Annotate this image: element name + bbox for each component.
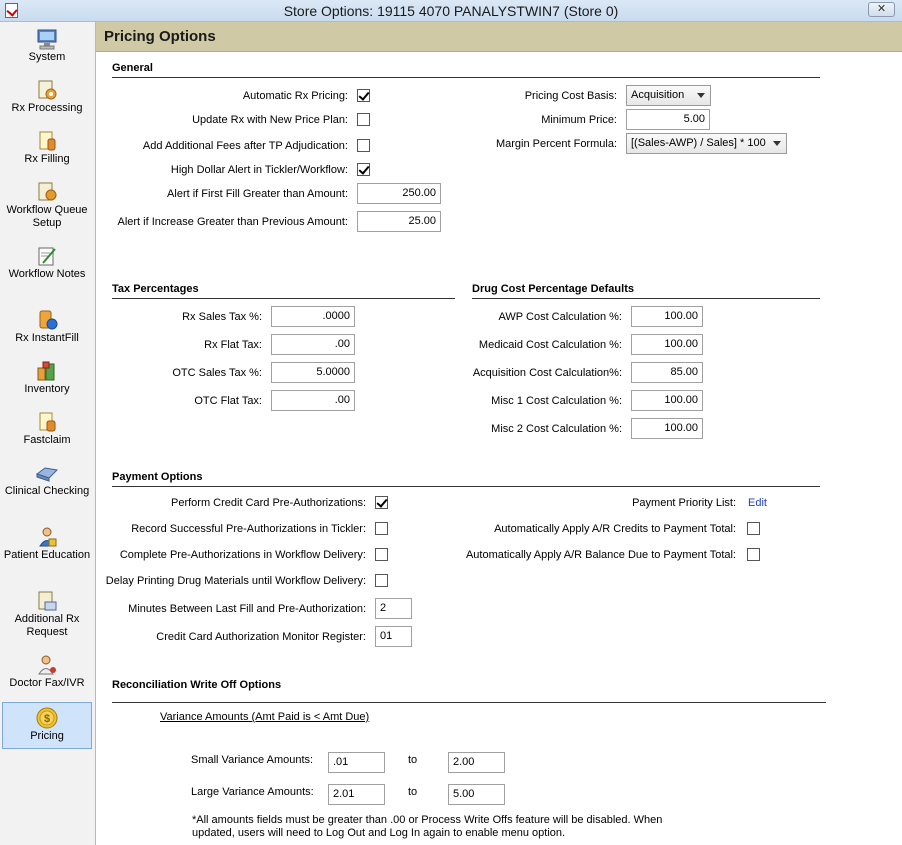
record-successful-checkbox[interactable] [375, 522, 388, 535]
large-variance-to-label: to [408, 786, 418, 798]
complete-preauth-label: Complete Pre-Authorizations in Workflow Delivery: [119, 549, 366, 561]
alert-first-fill-input[interactable]: 250.00 [357, 183, 441, 204]
close-button[interactable]: ✕ [868, 2, 895, 17]
sidebar-item-clinical-checking[interactable] [2, 462, 92, 519]
medicaid-cost-label: Medicaid Cost Calculation %: [478, 339, 622, 351]
sidebar-item-label: Workflow Notes [8, 268, 86, 280]
alert-increase-input[interactable]: 25.00 [357, 211, 441, 232]
high-dollar-alert-label: High Dollar Alert in Tickler/Workflow: [170, 164, 348, 176]
awp-cost-label: AWP Cost Calculation %: [498, 311, 622, 323]
doctor-fax-icon [35, 654, 59, 676]
sidebar-item-system[interactable] [2, 28, 92, 72]
margin-percent-formula-select[interactable] [626, 133, 787, 154]
automatic-rx-pricing-checkbox[interactable] [357, 89, 370, 102]
misc2-cost-label: Misc 2 Cost Calculation %: [491, 423, 622, 435]
sidebar-item-doctor-fax-ivr[interactable] [2, 654, 92, 698]
otc-flat-tax-label: OTC Flat Tax: [194, 395, 262, 407]
sidebar-item-label: Fastclaim [23, 434, 71, 446]
section-title-reconciliation: Reconciliation Write Off Options [112, 679, 282, 691]
small-variance-to-label: to [408, 754, 418, 766]
sidebar-item-label: Doctor Fax/IVR [9, 677, 85, 689]
otc-sales-tax-label: OTC Sales Tax %: [172, 367, 262, 379]
computer-icon [35, 28, 59, 50]
priority-list-edit-link[interactable]: Edit [748, 497, 767, 509]
svg-text:$: $ [43, 713, 51, 725]
small-variance-label: Small Variance Amounts: [191, 754, 314, 766]
priority-list-label: Payment Priority List: [632, 497, 736, 509]
section-divider [472, 298, 820, 299]
pricing-cost-basis-value: Acquisition [631, 89, 685, 101]
sidebar [0, 22, 96, 845]
minutes-between-label: Minutes Between Last Fill and Pre-Authorization: [128, 603, 366, 615]
record-successful-label: Record Successful Pre-Authorizations in Tickler: [131, 523, 366, 535]
rx-filling-icon [35, 130, 59, 152]
section-title-drug-cost: Drug Cost Percentage Defaults [472, 283, 634, 295]
page-header [96, 22, 902, 52]
sidebar-item-workflow-queue-setup[interactable] [2, 181, 92, 238]
high-dollar-alert-checkbox[interactable] [357, 163, 370, 176]
acquisition-cost-input[interactable]: 85.00 [631, 362, 703, 383]
update-rx-price-plan-checkbox[interactable] [357, 113, 370, 126]
sidebar-item-label: System [28, 51, 66, 63]
workflow-queue-icon [35, 181, 59, 203]
sidebar-item-workflow-notes[interactable] [2, 245, 92, 302]
chevron-down-icon [773, 141, 781, 146]
perform-cc-preauth-checkbox[interactable] [375, 496, 388, 509]
medicaid-cost-input[interactable]: 100.00 [631, 334, 703, 355]
awp-cost-input[interactable]: 100.00 [631, 306, 703, 327]
small-variance-from-input[interactable]: .01 [328, 752, 385, 773]
main-panel [96, 22, 902, 845]
rx-processing-icon [35, 79, 59, 101]
auto-apply-balance-checkbox[interactable] [747, 548, 760, 561]
cc-monitor-register-label: Credit Card Authorization Monitor Register: [156, 631, 366, 643]
sidebar-item-label: Inventory [24, 383, 70, 395]
large-variance-to-input[interactable]: 5.00 [448, 784, 505, 805]
fastclaim-icon [35, 411, 59, 433]
reconciliation-note-line2: updated, users will need to Log Out and Log In again to enable menu option. [192, 827, 566, 839]
auto-apply-credits-checkbox[interactable] [747, 522, 760, 535]
delay-printing-label: Delay Printing Drug Materials until Workflow Delivery: [105, 575, 366, 587]
rx-sales-tax-label: Rx Sales Tax %: [182, 311, 262, 323]
sidebar-item-label: Clinical Checking [4, 485, 90, 497]
sidebar-item-rx-processing[interactable] [2, 79, 92, 123]
section-title-payment: Payment Options [112, 471, 203, 483]
sidebar-item-rx-instantfill[interactable] [2, 309, 92, 353]
auto-apply-balance-label: Automatically Apply A/R Balance Due to Payment Total: [465, 549, 736, 561]
small-variance-to-input[interactable]: 2.00 [448, 752, 505, 773]
sidebar-item-label: Rx InstantFill [15, 332, 79, 344]
section-title-general: General [112, 62, 153, 74]
window-title: Store Options: 19115 4070 PANALYSTWIN7 (Store 0) [283, 3, 619, 19]
sidebar-item-label: Workflow Queue Setup [6, 204, 88, 229]
section-title-tax: Tax Percentages [112, 283, 199, 295]
section-divider [112, 702, 826, 703]
section-divider [112, 486, 820, 487]
misc1-cost-label: Misc 1 Cost Calculation %: [491, 395, 622, 407]
rx-flat-tax-label: Rx Flat Tax: [204, 339, 262, 351]
pricing-cost-basis-select[interactable] [626, 85, 711, 106]
sidebar-item-patient-education[interactable] [2, 526, 92, 583]
misc1-cost-input[interactable]: 100.00 [631, 390, 703, 411]
large-variance-label: Large Variance Amounts: [191, 786, 314, 798]
pricing-cost-basis-label: Pricing Cost Basis: [524, 90, 617, 102]
cc-monitor-register-input[interactable]: 01 [375, 626, 412, 647]
otc-sales-tax-input[interactable]: 5.0000 [271, 362, 355, 383]
workflow-notes-icon [35, 245, 59, 267]
sidebar-item-fastclaim[interactable] [2, 411, 92, 455]
auto-apply-credits-label: Automatically Apply A/R Credits to Payment Total: [494, 523, 736, 535]
perform-cc-preauth-label: Perform Credit Card Pre-Authorizations: [170, 497, 366, 509]
patient-education-icon [35, 526, 59, 548]
sidebar-item-label: Pricing [30, 730, 64, 742]
variance-amounts-subtitle: Variance Amounts (Amt Paid is < Amt Due) [160, 711, 370, 723]
rx-sales-tax-input[interactable]: .0000 [271, 306, 355, 327]
margin-percent-formula-value: [(Sales-AWP) / Sales] * 100 [631, 137, 766, 149]
sidebar-item-label: Rx Processing [11, 102, 83, 114]
clinical-checking-icon [35, 462, 59, 484]
chevron-down-icon [697, 93, 705, 98]
alert-first-fill-label: Alert if First Fill Greater than Amount: [167, 188, 348, 200]
reconciliation-note-line1: *All amounts fields must be greater than .00 or Process Write Offs feature will be disabled. When [192, 814, 663, 826]
inventory-icon [35, 360, 59, 382]
rx-flat-tax-input[interactable]: .00 [271, 334, 355, 355]
section-divider [112, 77, 820, 78]
otc-flat-tax-input[interactable]: .00 [271, 390, 355, 411]
sidebar-item-inventory[interactable] [2, 360, 92, 404]
sidebar-item-additional-rx-request[interactable] [2, 590, 92, 647]
automatic-rx-pricing-label: Automatic Rx Pricing: [242, 90, 348, 102]
section-divider [112, 298, 455, 299]
pricing-coin-icon [35, 707, 59, 729]
minutes-between-input[interactable]: 2 [375, 598, 412, 619]
sidebar-item-label: Rx Filling [24, 153, 70, 165]
delay-printing-checkbox[interactable] [375, 574, 388, 587]
minimum-price-input[interactable]: 5.00 [626, 109, 710, 130]
minimum-price-label: Minimum Price: [541, 114, 617, 126]
sidebar-item-label: Additional Rx Request [14, 613, 80, 638]
sidebar-item-rx-filling[interactable] [2, 130, 92, 174]
margin-percent-formula-label: Margin Percent Formula: [495, 138, 617, 150]
page-title: Pricing Options [104, 28, 216, 45]
add-additional-fees-checkbox[interactable] [357, 139, 370, 152]
additional-rx-icon [35, 590, 59, 612]
window-title-bar [0, 0, 902, 22]
large-variance-from-input[interactable]: 2.01 [328, 784, 385, 805]
sidebar-item-label: Patient Education [3, 549, 91, 561]
misc2-cost-input[interactable]: 100.00 [631, 418, 703, 439]
alert-increase-label: Alert if Increase Greater than Previous Amount: [117, 216, 348, 228]
update-rx-price-plan-label: Update Rx with New Price Plan: [192, 114, 348, 126]
add-additional-fees-label: Add Additional Fees after TP Adjudication: [142, 140, 348, 152]
sidebar-item-pricing[interactable] [2, 702, 92, 749]
instantfill-icon [35, 309, 59, 331]
acquisition-cost-label: Acquisition Cost Calculation%: [472, 367, 622, 379]
complete-preauth-checkbox[interactable] [375, 548, 388, 561]
